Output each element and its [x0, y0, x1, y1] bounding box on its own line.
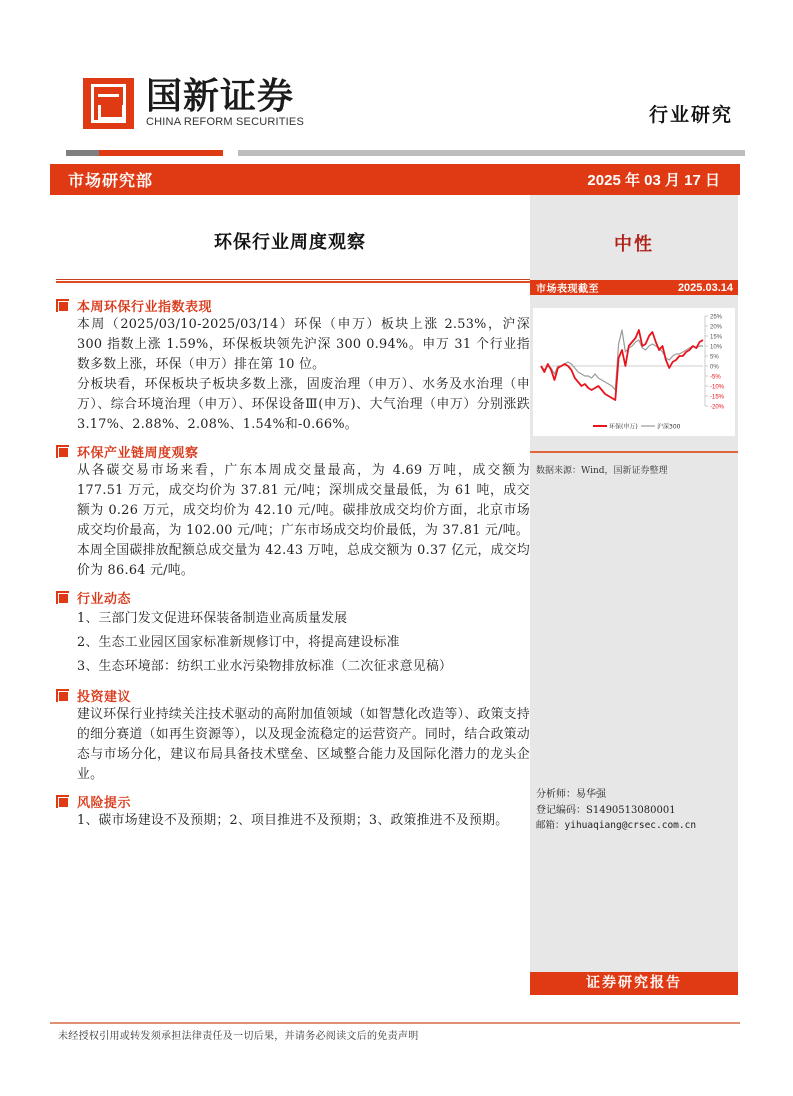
analyst-name: 分析师：易华强 [536, 789, 606, 800]
disclaimer: 未经授权引用或转发须承担法律责任及一切后果，并请务必阅读文后的免责声明 [58, 1031, 419, 1042]
section-bullet-icon [56, 299, 69, 312]
section-bullet-icon [56, 689, 69, 702]
news-item: 3、生态环境部：纺织工业水污染物排放标准（二次征求意见稿） [77, 659, 453, 674]
news-item: 1、三部门发文促进环保装备制造业高质量发展 [77, 611, 348, 626]
section-title: 行业动态 [77, 591, 132, 607]
data-source: 数据来源：Wind，国新证券整理 [536, 466, 668, 476]
divider [530, 451, 738, 453]
svg-text:-5%: -5% [710, 374, 721, 381]
department-name: 市场研究部 [68, 171, 154, 190]
svg-text:25%: 25% [710, 314, 723, 321]
svg-text:0%: 0% [710, 364, 719, 371]
section-risk-warning [56, 791, 530, 831]
section-title: 风险提示 [77, 795, 132, 811]
department-bar [50, 164, 740, 195]
section-title: 环保产业链周度观察 [77, 445, 199, 461]
analyst-registration: 登记编码：S1490513080001 [536, 804, 676, 816]
report-title: 环保行业周度观察 [214, 232, 366, 253]
section-bullet-icon [56, 591, 69, 604]
paragraph: 本周（2025/03/10-2025/03/14）环保（申万）板块上涨 2.53%，沪深 300 指数上涨 1.59%，环保板块领先沪深 300 0.94%。申万 31 个行业指数多数上涨，环保（申万）排在第 10 位。 [77, 317, 530, 372]
svg-text:沪深300: 沪深300 [657, 423, 681, 431]
performance-date: 2025.03.14 [677, 281, 733, 294]
performance-label: 市场表现截至 [536, 284, 599, 295]
report-type: 行业研究 [648, 104, 733, 126]
svg-text:-15%: -15% [710, 394, 725, 401]
paragraph: 建议环保行业持续关注技术驱动的高附加值领域（如智慧化改造等）、政策支持的细分赛道（如再生资源等），以及现金流稳定的运营资产。同时，结合政策动态与市场分化，建议布局具备技术壁垒、区域整合能力及国际化潜力的龙头企业。 [77, 707, 530, 782]
section-index-performance [56, 295, 530, 435]
performance-header [530, 280, 738, 295]
section-title: 投资建议 [77, 689, 132, 705]
section-industry-news [56, 587, 530, 679]
analyst-email[interactable]: 邮箱：yihuaqiang@crsec.com.cn [536, 820, 697, 831]
main-content [56, 295, 530, 837]
svg-text:20%: 20% [710, 324, 723, 331]
svg-text:10%: 10% [710, 344, 723, 351]
company-logo [83, 78, 304, 129]
line-chart [533, 308, 735, 436]
rating-badge: 中性 [614, 234, 654, 255]
logo-chinese-name: 国新证券 [146, 76, 295, 117]
report-category-tag: 证券研究报告 [530, 972, 738, 995]
paragraph: 本周全国碳排放配额总成交量为 42.43 万吨，总成交额为 0.37 亿元，成交均价为 86.64 元/吨。 [77, 543, 530, 578]
news-item: 2、生态工业园区国家标准新规修订中，将提高建设标准 [77, 635, 400, 650]
analyst-info [536, 787, 696, 834]
section-title: 本周环保行业指数表现 [77, 299, 213, 315]
footer-divider [50, 1022, 740, 1024]
paragraph: 1、碳市场建设不及预期；2、项目推进不及预期；3、政策推进不及预期。 [77, 813, 509, 828]
paragraph: 从各碳交易市场来看，广东本周成交量最高，为 4.69 万吨，成交额为 177.51 万元，成交均价为 37.81 元/吨；深圳成交量最低，为 61 吨，成交额为 0.26 万元，成交均价为 42.10 元/吨。碳排放成交均价方面，北京市场成交均价最高，为 102.00 元/吨；广东市场成交均价最低，为 37.81 元/吨。 [77, 463, 530, 538]
paragraph: 分板块看，环保板块子板块多数上涨，固废治理（申万）、水务及水治理（申万）、综合环境治理（申万）、环保设备Ⅲ(申万)、大气治理（申万）分别涨跌 3.17%、2.88%、2.08%、1.54%和-0.66%。 [77, 377, 530, 432]
svg-text:-20%: -20% [710, 404, 725, 411]
performance-chart [533, 308, 735, 436]
decorative-bar [66, 150, 99, 156]
section-investment-advice [56, 685, 530, 785]
logo-english-name: CHINA REFORM SECURITIES [146, 116, 305, 128]
section-bullet-icon [56, 445, 69, 458]
decorative-bar [99, 150, 223, 156]
svg-text:15%: 15% [710, 334, 723, 341]
sidebar [530, 195, 738, 995]
decorative-bar [238, 150, 745, 156]
logo-mark-icon [83, 78, 134, 129]
svg-text:环保(申万): 环保(申万) [609, 423, 638, 431]
svg-text:-10%: -10% [710, 384, 725, 391]
title-divider [56, 279, 530, 283]
section-industry-chain [56, 441, 530, 581]
section-bullet-icon [56, 795, 69, 808]
svg-text:5%: 5% [710, 354, 719, 361]
report-date: 2025 年 03 月 17 日 [587, 172, 720, 189]
